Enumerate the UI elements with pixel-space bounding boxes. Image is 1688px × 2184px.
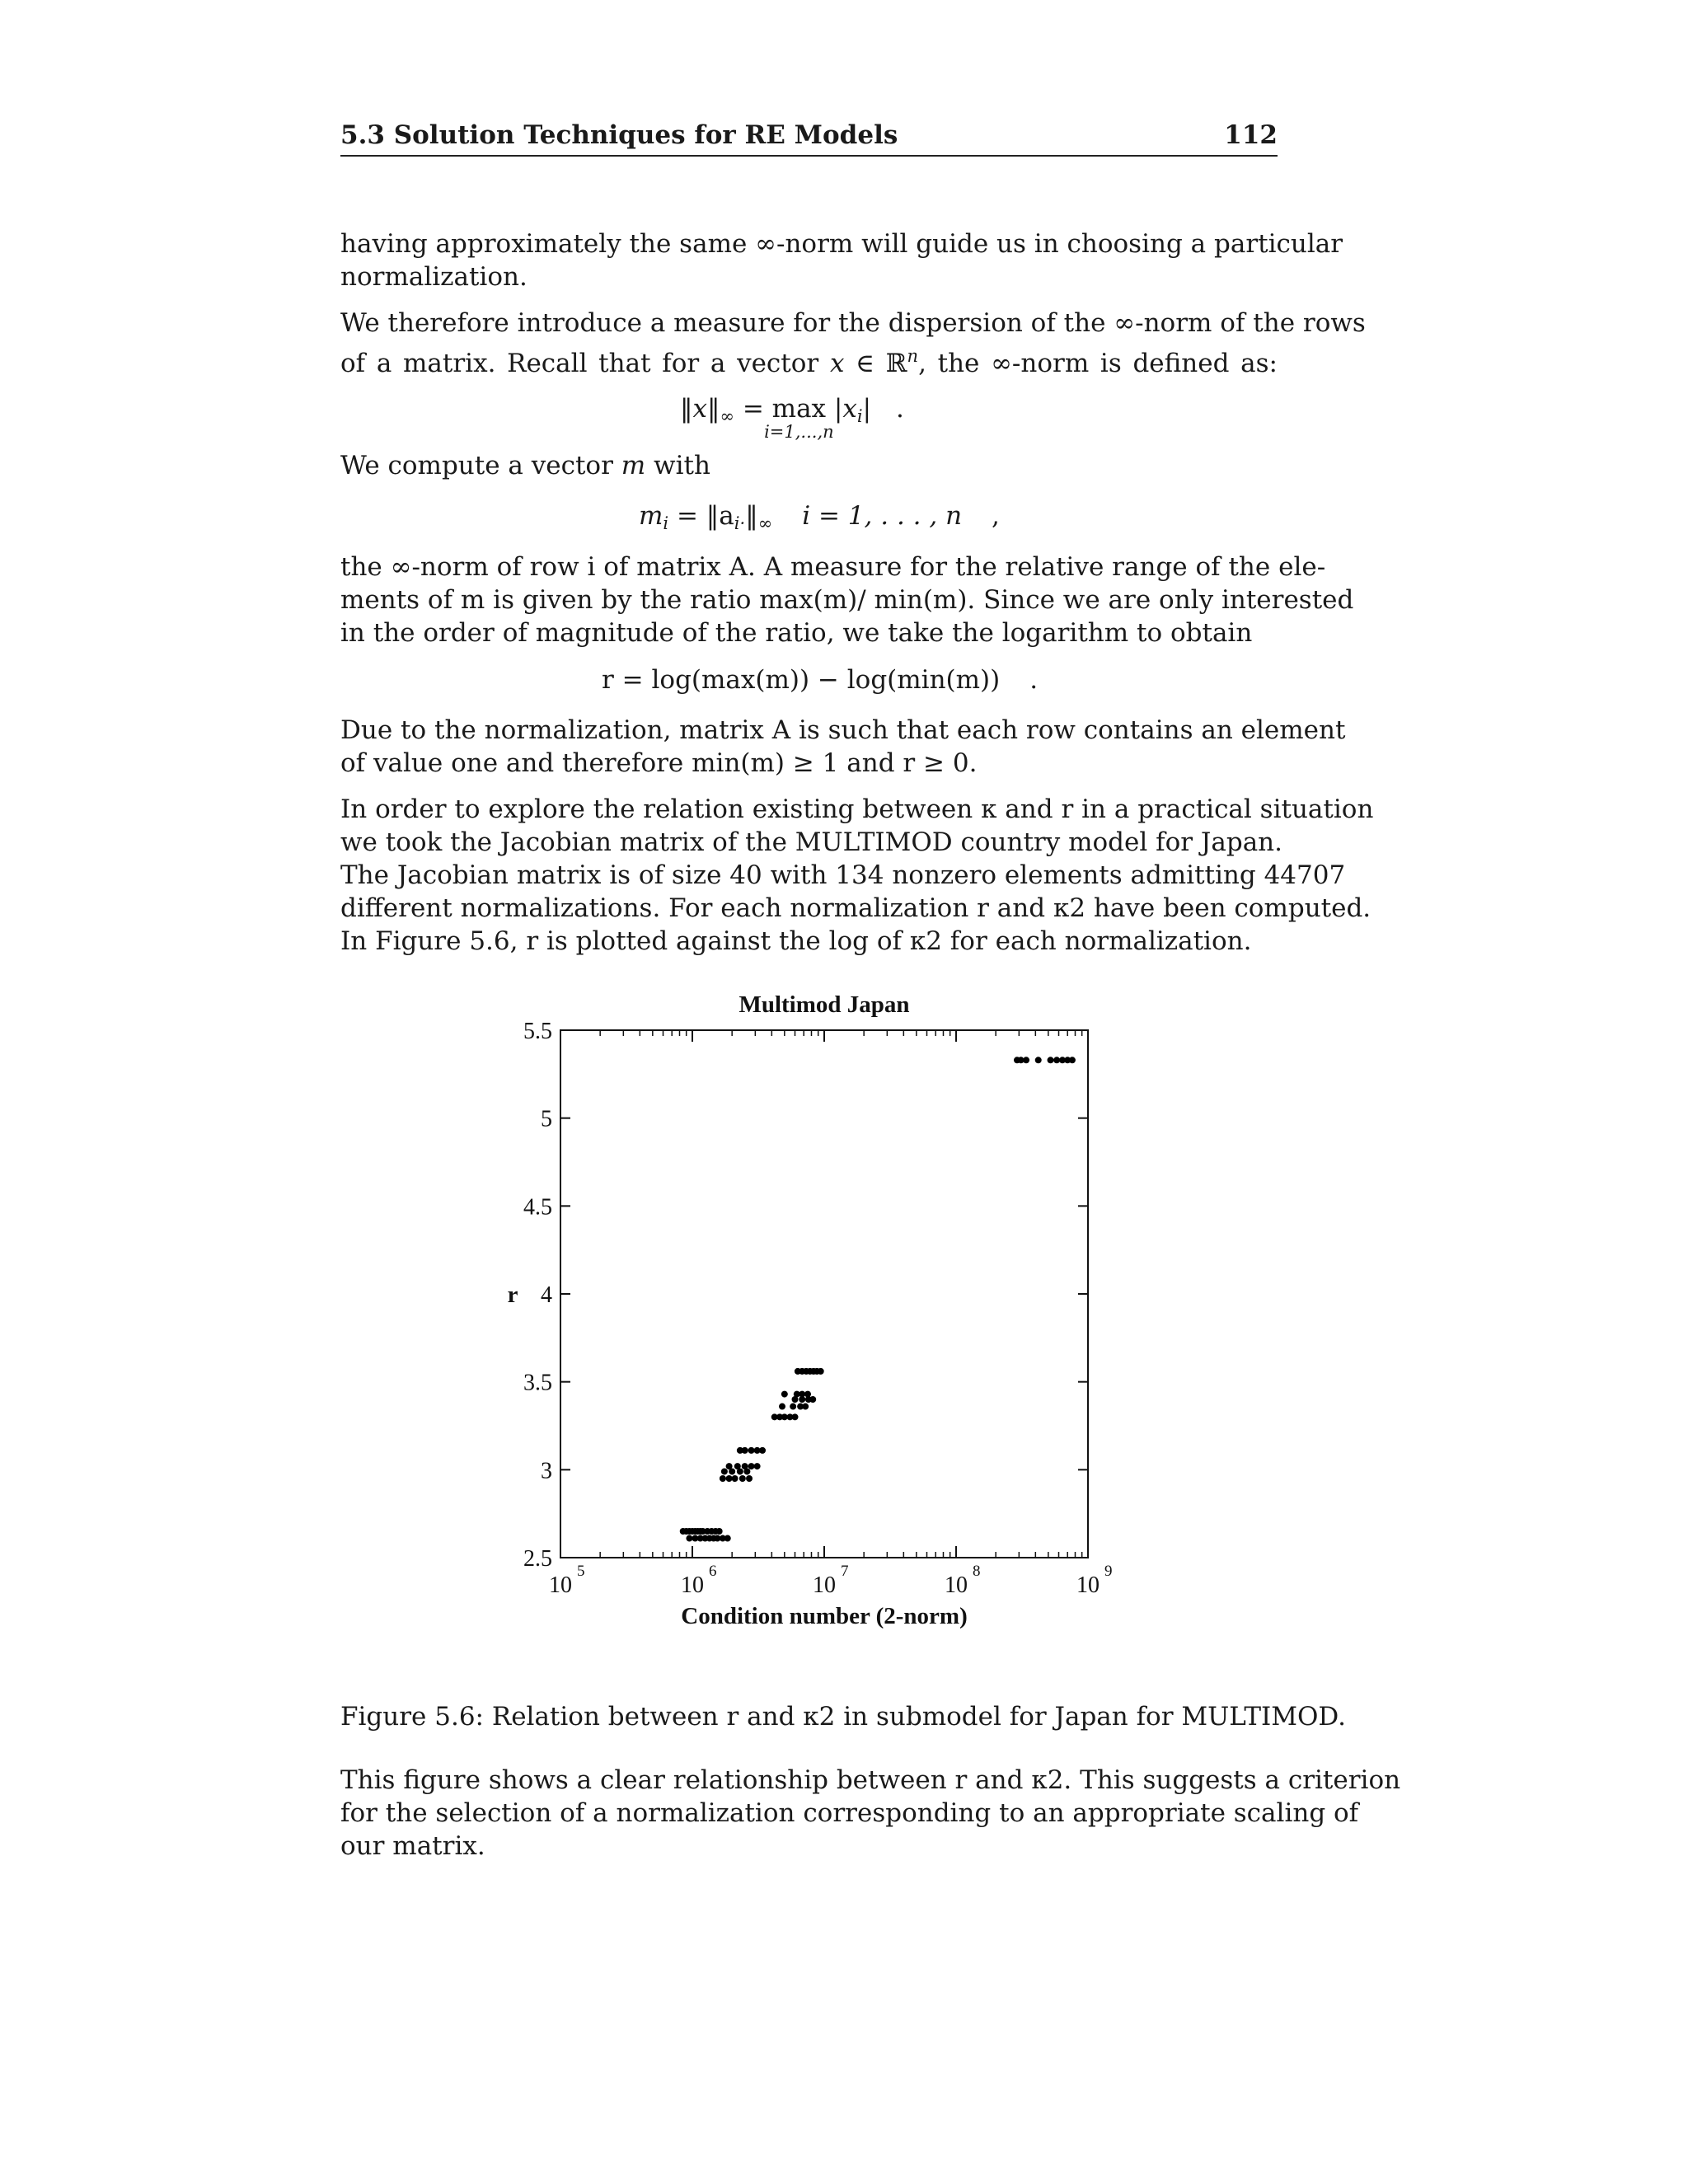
y-tick-label: 2.5 (523, 1546, 552, 1572)
data-point (790, 1404, 796, 1410)
paragraph-4 (340, 551, 1354, 649)
text-line: This figure shows a clear relationship between r and κ2. This suggests a criterion (340, 1765, 1401, 1795)
equation-row-norm: $m_i$ = $‖a_{i\cdot}‖_\infty$ i = 1, . . . , n , (639, 501, 1000, 533)
text-line: In Figure 5.6, r is plotted against the log of κ2 for each normalization. (340, 926, 1252, 956)
data-point (1048, 1057, 1054, 1063)
data-point (1023, 1057, 1029, 1063)
data-point (746, 1475, 753, 1482)
text-line: We therefore introduce a measure for the dispersion of the ∞-norm of the rows (340, 308, 1366, 338)
data-point (732, 1475, 738, 1482)
data-point (724, 1535, 731, 1542)
data-point (686, 1535, 692, 1542)
text-line: in the order of magnitude of the ratio, we take the logarithm to obtain (340, 618, 1253, 648)
data-point (792, 1413, 799, 1420)
x-tick-exponent: 6 (709, 1563, 717, 1580)
x-tick-label: 10 (681, 1572, 704, 1598)
data-point (1035, 1057, 1042, 1063)
text-line: we took the Jacobian matrix of the MULTIMOD country model for Japan. (340, 827, 1282, 857)
x-tick-exponent: 5 (577, 1563, 585, 1580)
y-tick-label: 3 (541, 1458, 552, 1484)
data-point (734, 1463, 741, 1469)
data-point (739, 1475, 746, 1482)
text-line: of a matrix. Recall that for a vector x ∈ ℝ$^n$, the ∞-norm is defined as: (340, 346, 1278, 378)
section-title: 5.3 Solution Techniques for RE Models (340, 120, 898, 150)
data-point (809, 1396, 816, 1403)
data-point (720, 1475, 726, 1482)
y-tick-label: 5.5 (523, 1019, 552, 1044)
x-tick-label: 10 (549, 1572, 572, 1598)
paragraph-1 (340, 227, 1343, 293)
y-axis-label: r (507, 1282, 518, 1308)
x-tick-label: 10 (1076, 1572, 1100, 1598)
data-point (716, 1528, 723, 1535)
data-point (818, 1368, 824, 1375)
data-point (742, 1463, 748, 1469)
text-line: Due to the normalization, matrix A is such that each row contains an element (340, 715, 1346, 745)
text-line: In order to explore the relation existing between κ and r in a practical situation (340, 794, 1374, 824)
x-tick-label: 10 (813, 1572, 836, 1598)
text-line: for the selection of a normalization corresponding to an appropriate scaling of (340, 1798, 1359, 1828)
data-point (799, 1391, 805, 1398)
scatter-chart (462, 981, 1121, 1640)
y-tick-label: 4.5 (523, 1194, 552, 1221)
x-tick-label: 10 (945, 1572, 968, 1598)
running-header (340, 120, 1278, 157)
text-line: of value one and therefore min(m) ≥ 1 and r ≥ 0. (340, 748, 978, 778)
y-axis (523, 1019, 1088, 1572)
text-line: different normalizations. For each normalization r and κ2 have been computed. (340, 893, 1372, 923)
data-point (726, 1475, 733, 1482)
data-point (759, 1447, 766, 1454)
data-point (721, 1468, 728, 1474)
x-axis-label: Condition number (2-norm) (681, 1603, 968, 1629)
x-tick-exponent: 9 (1104, 1563, 1113, 1580)
text-line: our matrix. (340, 1831, 485, 1861)
data-point (1053, 1057, 1060, 1063)
data-points (680, 1057, 1076, 1541)
data-point (748, 1447, 755, 1454)
y-tick-label: 3.5 (523, 1370, 552, 1396)
equation-inf-norm: $‖x‖_\infty = \max$ i=1,...,n $|x_i|$ . (680, 394, 904, 442)
data-point (804, 1391, 811, 1398)
paragraph-2 (340, 307, 1366, 380)
paragraph-6 (340, 793, 1374, 958)
plot-frame (560, 1030, 1088, 1558)
data-point (802, 1404, 809, 1410)
text-line: normalization. (340, 262, 528, 292)
paragraph-3 (340, 449, 1278, 482)
equation-log-ratio: r = log(max(m)) − log(min(m)) . (602, 665, 1039, 695)
text-line: the ∞-norm of row i of matrix A. A measure for the relative range of the ele- (340, 552, 1326, 582)
chart-title: Multimod Japan (738, 991, 910, 1018)
x-tick-exponent: 7 (841, 1563, 849, 1580)
data-point (1069, 1057, 1076, 1063)
text-line: having approximately the same ∞-norm will guide us in choosing a particular (340, 229, 1343, 259)
data-point (726, 1463, 733, 1469)
y-tick-label: 4 (541, 1282, 552, 1308)
y-tick-label: 5 (541, 1106, 552, 1132)
text-line: We compute a vector m with (340, 451, 710, 480)
data-point (748, 1463, 755, 1469)
data-point (781, 1391, 788, 1398)
data-point (754, 1463, 761, 1469)
figure-caption: Figure 5.6: Relation between r and κ2 in submodel for Japan for MULTIMOD. (340, 1702, 1347, 1732)
page-number: 112 (1224, 120, 1278, 150)
x-tick-exponent: 8 (973, 1563, 981, 1580)
data-point (779, 1404, 785, 1410)
paragraph-5 (340, 714, 1346, 780)
text-line: ments of m is given by the ratio max(m)/ min(m). Since we are only interested (340, 585, 1354, 615)
data-point (742, 1447, 748, 1454)
text-line: The Jacobian matrix is of size 40 with 134 nonzero elements admitting 44707 (340, 860, 1346, 890)
paragraph-7 (340, 1764, 1401, 1863)
x-axis (549, 1030, 1113, 1598)
